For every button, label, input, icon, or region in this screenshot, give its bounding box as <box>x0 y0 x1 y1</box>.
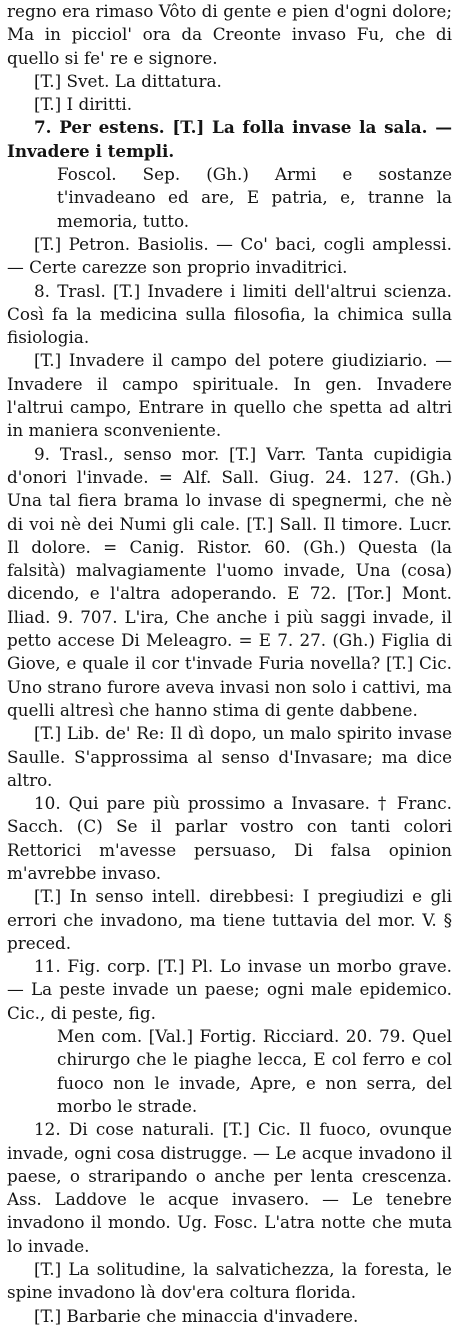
entry-paragraph: regno era rimaso Vôto di gente e pien d'ogni dolore; Ma in picciol' ora da Creonte invaso Fu, che di quello si fe' re e signore. <box>7 1 452 68</box>
entry-paragraph: [T.] I diritti. <box>34 94 133 115</box>
entry-section-12: 12. Di cose naturali. [T.] Cic. Il fuoco, ovunque invade, ogni cosa distrugge. — Le acque invadono il paese, o straripando o anche per lenta crescenza. Ass. Laddove le acque invasero. — Le tenebre invadono il mondo. Ug. Fosc. L'atra notte che muta lo invade. <box>7 1119 452 1256</box>
entry-paragraph: [T.] La solitudine, la salvatichezza, la foresta, le spine invadono là dov'era coltura florida. <box>7 1259 452 1303</box>
entry-paragraph: Men com. [Val.] Fortig. Ricciard. 20. 79. Quel chirurgo che le piaghe lecca, E col ferro e col fuoco non le invade, Apre, e non serra, del morbo le strade. <box>57 1026 452 1116</box>
entry-section-9: 9. Trasl., senso mor. [T.] Varr. Tanta cupidigia d'onori l'invade. = Alf. Sall. Giug. 24. 127. (Gh.) Una tal fiera brama lo invase di spegnermi, che nè di voi nè dei Numi gli cale. [T.] Sall. Il timore. Lucr. Il dolore. = Canig. Ristor. 60. (Gh.) Questa (la falsità) malvagiamente l'uomo invade, Una (cosa) dicendo, e l'altra adoperando. E 72. [Tor.] Mont. Iliad. 9. 707. L'ira, Che anche i più saggi invade, il petto accese Di Meleagro. = E 7. 27. (Gh.) Figlia di Giove, e quale il cor t'invade Furia novella? [T.] Cic. Uno strano furore aveva invasi non solo i cattivi, ma quelli altresì che hanno stima di gente dabbene. <box>7 443 452 720</box>
entry-paragraph: [T.] Petron. Basiolis. — Co' baci, cogli amplessi. — Certe carezze son proprio invaditrici. <box>7 233 452 278</box>
entry-paragraph: [T.] In senso intell. direbbesi: I pregiudizi e gli errori che invadono, ma tiene tuttavia del mor. V. § preced. <box>7 886 452 953</box>
entry-section-8: 8. Trasl. [T.] Invadere i limiti dell'altrui scienza. Così fa la medicina sulla filosofia, la chimica sulla fisiologia. <box>7 280 452 348</box>
entry-section-11: 11. Fig. corp. [T.] Pl. Lo invase un morbo grave. — La peste invade un paese; ogni male epidemico. Cic., di peste, fig. <box>7 956 452 1023</box>
entry-paragraph: Foscol. Sep. (Gh.) Armi e sostanze t'invadeano ed are, E patria, e, tranne la memoria, tutto. <box>57 164 452 231</box>
entry-paragraph: [T.] Barbarie che minaccia d'invadere. <box>34 1305 359 1326</box>
entry-section-7: 7. Per estens. [T.] La folla invase la sala. — Invadere i templi. <box>7 117 452 161</box>
entry-paragraph: [T.] Lib. de' Re: Il dì dopo, un malo spirito invase Saulle. S'approssima al senso d'Invasare; ma dice altro. <box>7 723 452 790</box>
entry-section-10: 10. Qui pare più prossimo a Invasare. † Franc. Sacch. (C) Se il parlar vostro con tanti colori Rettorici m'avesse persuaso, Di falsa opinion m'avrebbe invaso. <box>7 793 452 883</box>
entry-paragraph: [T.] Invadere il campo del potere giudiziario. — Invadere il campo spirituale. In gen. Invadere l'altrui campo, Entrare in quello che spetta ad altri in maniera sconveniente. <box>7 350 452 441</box>
entry-paragraph: [T.] Svet. La dittatura. <box>34 70 222 91</box>
